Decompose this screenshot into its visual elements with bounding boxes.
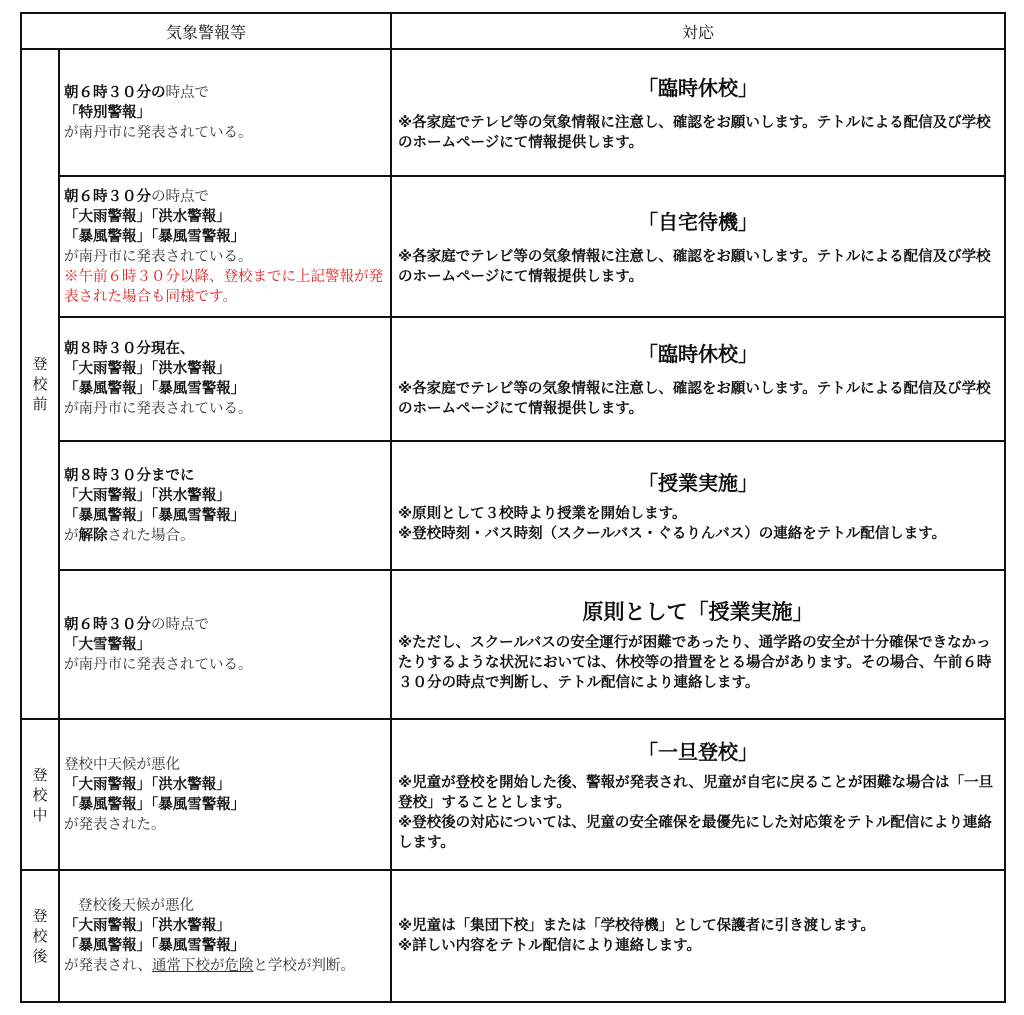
response-note: ※詳しい内容をテトル配信により連絡します。 [398,938,701,954]
response-note: ※原則として３校時より授業を開始します。 [398,505,687,522]
table-row [21,570,1005,719]
response-note: ※登校時刻・バス時刻（スクールバス・ぐるりんバス）の連絡をテトル配信します。 [398,525,947,542]
condition-cell: 登校後天候が悪化 「大雨警報」「洪水警報」 「暴風警報」「暴風雪警報」 が発表され、通常下校が危険と学校が判断。 [59,870,391,1002]
table-header-row [21,13,1005,49]
response-title: 「授業実施」 [638,470,758,495]
group-before-school: 登 校 前 [21,49,59,719]
response-note: ※各家庭でテレビ等の気象情報に注意し、確認をお願いします。テトルによる配信及び学校のホームページにて情報提供します。 [398,248,991,285]
table-row [21,870,1005,1002]
table-row [21,176,1005,317]
response-cell [391,176,1005,317]
response-cell [391,441,1005,570]
response-title: 「自宅待機」 [638,209,758,234]
table-row [21,719,1005,870]
response-cell [391,870,1005,1002]
group-during-school: 登 校 中 [21,719,59,870]
response-note: ※ただし、スクールバスの安全運行が困難であったり、通学路の安全が十分確保できなかったりするような状況においては、休校等の措置をとる場合があります。その場合、午前６時３０分の時点で判断し、テトル配信により連絡します。 [398,634,992,691]
response-note: ※各家庭でテレビ等の気象情報に注意し、確認をお願いします。テトルによる配信及び学校のホームページにて情報提供します。 [398,381,991,417]
response-cell [391,49,1005,176]
response-title: 「一旦登校」 [638,739,758,764]
table-row [21,49,1005,176]
weather-response-table [20,12,1006,1003]
group-after-school: 登 校 後 [21,870,59,1002]
condition-cell: 朝６時３０分の時点で 「大雨警報」「洪水警報」 「暴風警報」「暴風雪警報」 が南丹市に発表されている。 ※午前６時３０分以降、登校までに上記警報が発表された場合も同様です。 [59,176,391,317]
response-cell [391,719,1005,870]
condition-cell: 朝８時３０分までに 「大雨警報」「洪水警報」 「暴風警報」「暴風雪警報」 が解除された場合。 [59,441,391,570]
response-note: ※児童が登校を開始した後、警報が発表され、児童が自宅に戻ることが困難な場合は「一旦登校」することとします。 [398,774,993,811]
condition-cell: 朝６時３０分の時点で 「特別警報」 が南丹市に発表されている。 [59,49,391,176]
header-weather-alerts: 気象警報等 [21,13,391,49]
response-note: ※登校後の対応については、児童の安全確保を最優先にした対応策をテトル配信により連絡します。 [398,814,992,851]
condition-cell: 朝６時３０分の時点で 「大雪警報」 が南丹市に発表されている。 [59,570,391,719]
table-row [21,441,1005,570]
header-response: 対応 [391,13,1005,49]
red-note: ※午前６時３０分以降、登校までに上記警報が発表された場合も同様です。 [64,268,383,305]
response-title: 原則として「授業実施」 [582,599,814,624]
response-cell [391,570,1005,719]
response-title: 「臨時休校」 [638,342,758,366]
response-title: 「臨時休校」 [638,75,758,100]
condition-cell: 登校中天候が悪化 「大雨警報」「洪水警報」 「暴風警報」「暴風雪警報」 が発表された。 [59,719,391,870]
condition-cell: 朝８時３０分現在、 「大雨警報」「洪水警報」 「暴風警報」「暴風雪警報」 が南丹市に発表されている。 [59,317,391,441]
table-row [21,317,1005,441]
response-note: ※児童は「集団下校」または「学校待機」として保護者に引き渡します。 [398,918,875,934]
response-note: ※各家庭でテレビ等の気象情報に注意し、確認をお願いします。テトルによる配信及び学校のホームページにて情報提供します。 [398,114,991,151]
response-cell [391,317,1005,441]
